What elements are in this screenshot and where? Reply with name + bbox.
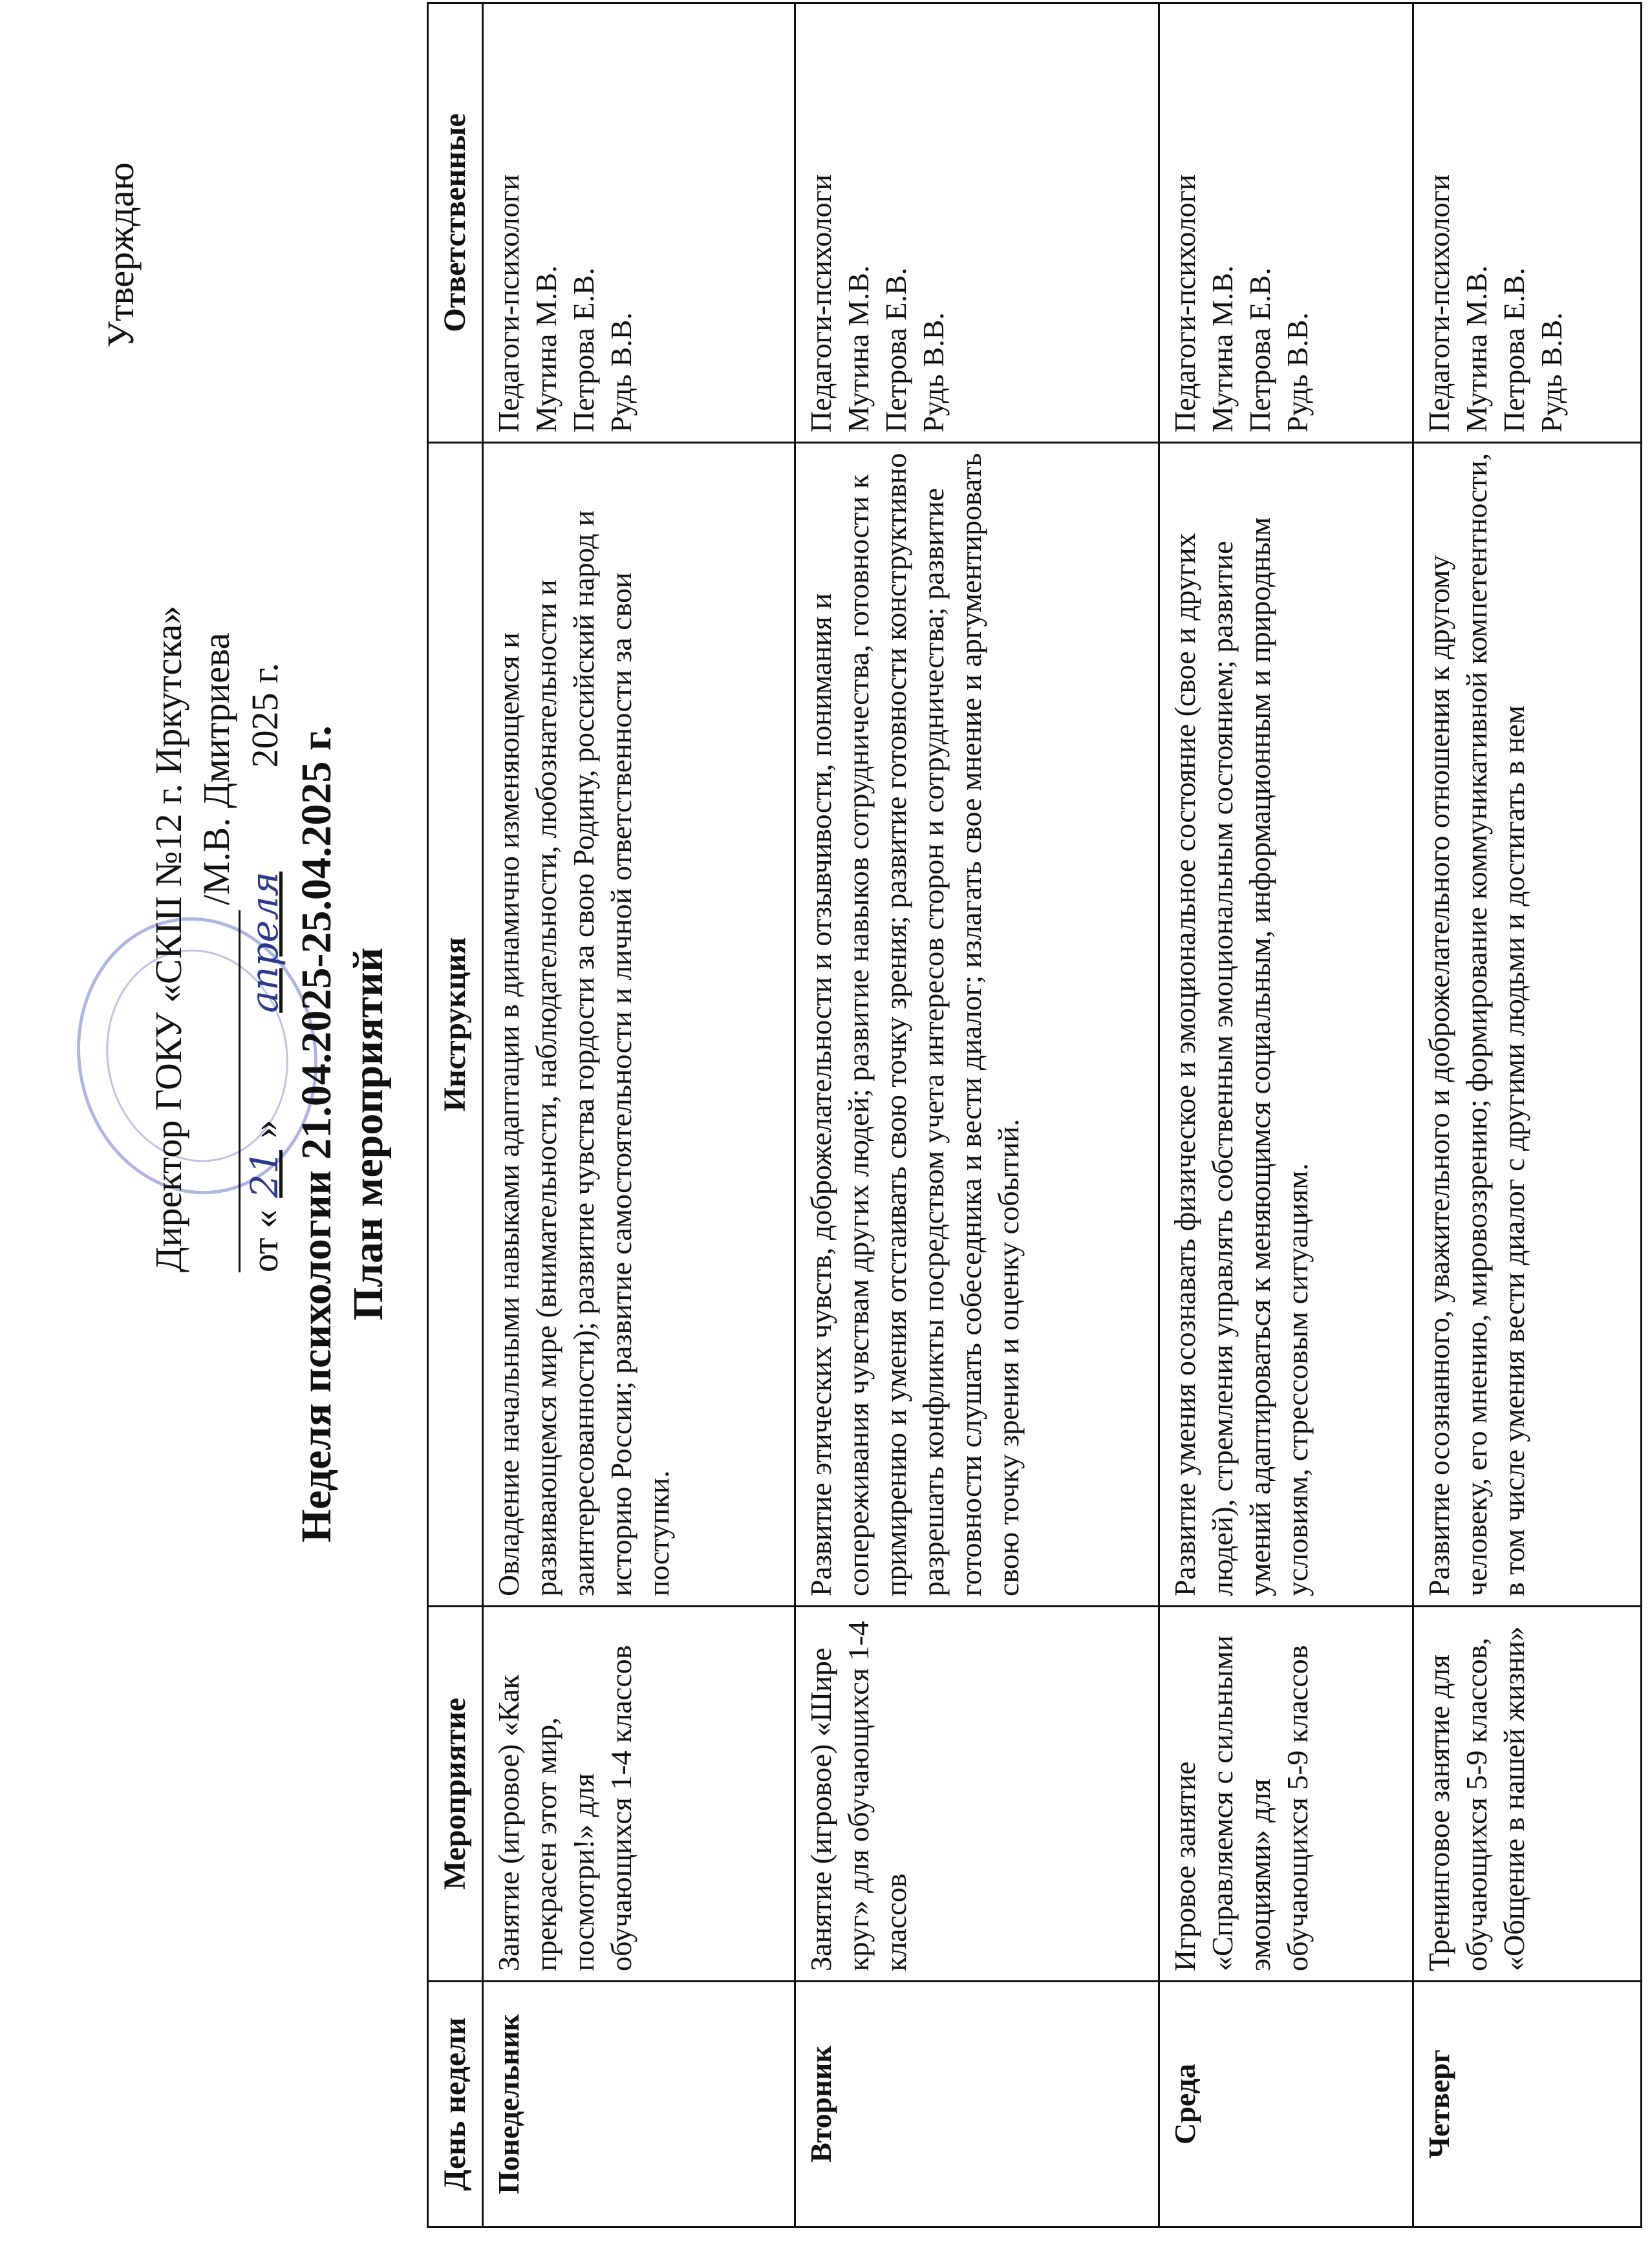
responsible-title: Педагоги-психологи — [1422, 174, 1455, 433]
responsible-person: Рудь В.В. — [1535, 312, 1568, 433]
approve-label: Утверждаю — [100, 162, 142, 348]
header-instruction: Инструкция — [428, 443, 483, 1607]
table-row — [1159, 3, 1413, 2227]
date-month: апреля — [242, 872, 286, 1013]
approval-block — [97, 162, 289, 1272]
row-event: Занятие (игровое) «Шире круг» для обучающихся 1-4 классов — [795, 1607, 1159, 1982]
responsible-person: Петрова Е.В. — [879, 267, 912, 433]
row-event: Занятие (игровое) «Как прекрасен этот мир, посмотри!» для обучающихся 1-4 классов — [483, 1607, 795, 1982]
responsible-title: Педагоги-психологи — [804, 174, 837, 433]
row-responsible — [1159, 3, 1413, 443]
row-instruction: Развитие осознанного, уважительного и доброжелательного отношения к другому человеку, его мнению, мировоззрению; формирование коммуникативной компетентности, в том числе умения вести диалог с другими людьми и достигать в нем — [1413, 443, 1642, 1607]
date-mid: » — [244, 1119, 286, 1139]
responsible-person: Петрова Е.В. — [567, 267, 600, 433]
approval-date — [241, 173, 289, 1272]
director-line: Директор ГОКУ «СКШ №12 г. Иркутска» — [147, 605, 189, 1272]
responsible-person: Рудь В.В. — [1281, 312, 1314, 433]
responsible-person: Рудь В.В. — [605, 312, 638, 433]
document-title: Неделя психологии 21.04.2025-25.04.2025 г. — [293, 725, 340, 1543]
table-row — [483, 3, 795, 2227]
row-day: Среда — [1159, 1982, 1413, 2227]
responsible-person: Петрова Е.В. — [1497, 267, 1530, 433]
row-responsible — [483, 3, 795, 443]
responsible-person: Мутина М.В. — [1206, 265, 1239, 433]
header-event: Мероприятие — [428, 1607, 483, 1982]
date-prefix: от « — [244, 1209, 286, 1272]
responsible-person: Петрова Е.В. — [1243, 267, 1276, 433]
row-day: Четверг — [1413, 1982, 1642, 2227]
row-day: Понедельник — [483, 1982, 795, 2227]
table-row — [1413, 3, 1642, 2227]
responsible-person: Мутина М.В. — [842, 265, 875, 433]
header-responsible: Ответственные — [428, 3, 483, 443]
director-signature-line — [193, 173, 241, 1272]
responsible-person: Мутина М.В. — [1460, 265, 1493, 433]
row-instruction: Овладение начальными навыками адаптации в динамично изменяющемся и развивающемся мире (внимательности, наблюдательности, любознательности и заинтересованности); развитие чувства гордости за свою Родину, российский народ и историю России; развитие самостоятельности и личной ответственности за свои поступки. — [483, 443, 795, 1607]
responsible-person: Рудь В.В. — [917, 312, 950, 433]
date-year: 2025 г. — [244, 663, 286, 768]
director-name: /М.В. Дмитриева — [195, 632, 237, 905]
row-responsible — [1413, 3, 1642, 443]
table-row — [795, 3, 1159, 2227]
responsible-title: Педагоги-психологи — [492, 174, 525, 433]
responsible-person: Мутина М.В. — [530, 265, 562, 433]
header-day: День недели — [428, 1982, 483, 2227]
date-day: 21 — [242, 1150, 286, 1198]
row-event: Игровое занятие «Справляемся с сильными эмоциями» для обучающихся 5-9 классов — [1159, 1607, 1413, 1982]
row-instruction: Развитие умения осознавать физическое и эмоциональное состояние (свое и других людей), стремления управлять собственным эмоциональным состоянием; развитие умений адаптироваться к меняющимся социальным, информационным и природным условиям, стрессовым ситуациям. — [1159, 443, 1413, 1607]
row-instruction: Развитие этических чувств, доброжелательности и отзывчивости, понимания и сопереживания чувствам других людей; развитие навыков сотрудничества, готовности к примирению и умения отстаивать свою точку зрения; развитие готовности конструктивно разрешать конфликты посредством учета интересов сторон и сотрудничества; развитие готовности слушать собеседника и вести диалог; излагать свое мнение и аргументировать свою точку зрения и оценку событий. — [795, 443, 1159, 1607]
document-subtitle: План мероприятий — [345, 947, 392, 1321]
row-event: Тренинговое занятие для обучающихся 5-9 классов, «Общение в нашей жизни» — [1413, 1607, 1642, 1982]
row-day: Вторник — [795, 1982, 1159, 2227]
responsible-title: Педагоги-психологи — [1168, 174, 1201, 433]
events-table — [427, 2, 1642, 2228]
row-responsible — [795, 3, 1159, 443]
table-header-row — [428, 3, 483, 2227]
